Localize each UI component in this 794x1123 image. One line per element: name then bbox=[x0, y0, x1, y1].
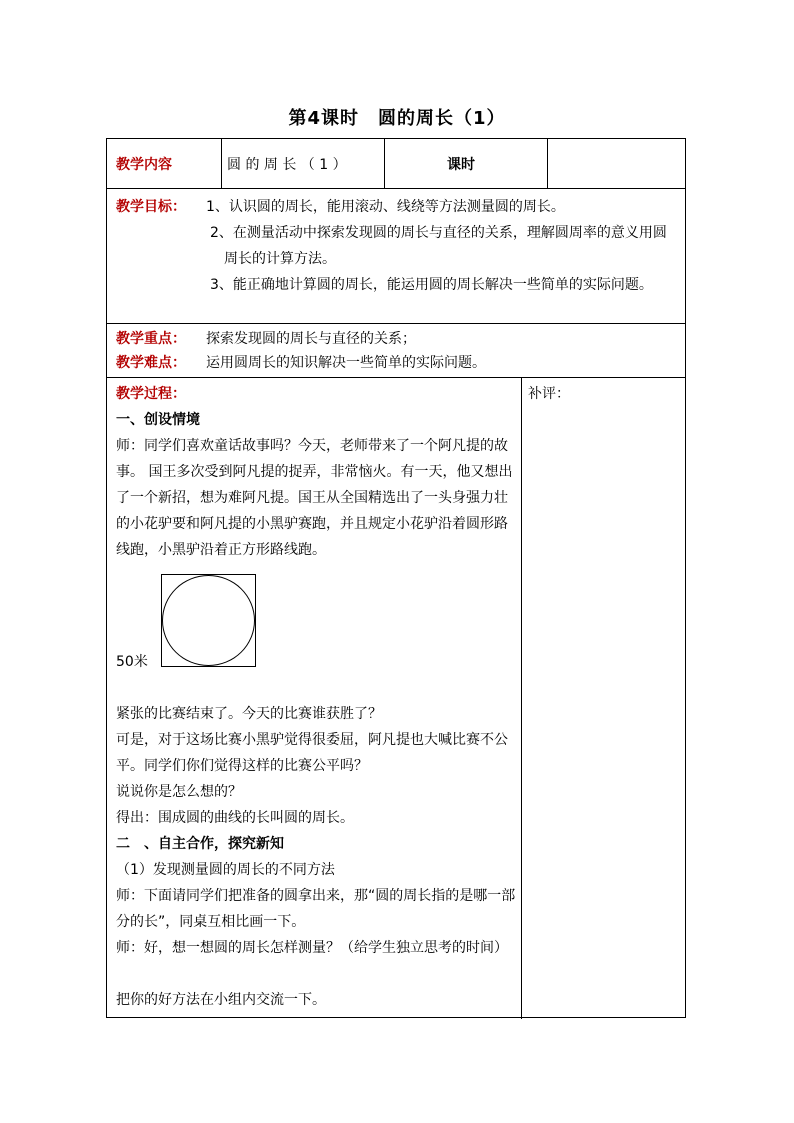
row-divider-header bbox=[107, 188, 685, 189]
process-label: 教学过程： bbox=[116, 386, 186, 402]
circle-track-figure bbox=[162, 575, 255, 666]
sub-section-1: （1）发现测量圆的周长的不同方法 bbox=[116, 862, 335, 878]
key-point-text: 探索发现圆的周长与直径的关系； bbox=[206, 331, 416, 347]
figure-label: 50米 bbox=[116, 654, 148, 670]
objective-item-2-text: 2、在测量活动中探索发现圆的周长与直径的关系，理解圆周率的意义用圆周长的计算方法。 bbox=[210, 225, 667, 267]
objective-item-3-text: 3、能正确地计算圆的周长，能运用圆的周长解决一些简单的实际问题。 bbox=[210, 277, 653, 293]
story-paragraph: 师：同学们喜欢童话故事吗？今天，老师带来了一个阿凡提的故事。 国王多次受到阿凡提的捉弄，非常恼火。有一天，他又想出了一个新招，想为难阿凡提。国王从全国精选出了一头身强力壮的小花驴要和阿凡提的小黑驴赛跑，并且规定小花驴沿着圆形路线跑，小黑驴沿着正方形路线跑。 bbox=[116, 438, 513, 558]
key-point-label: 教学重点： bbox=[116, 331, 186, 347]
process-line-5: 师：下面请同学们把准备的圆拿出来，那“圆的周长指的是哪一部分的长”，同桌互相比画一下。 bbox=[116, 888, 516, 930]
col-divider-2 bbox=[384, 139, 385, 188]
process-line-2: 可是，对于这场比赛小黑驴觉得很委屈，阿凡提也大喊比赛不公平。同学们你们觉得这样的比赛公平吗？ bbox=[116, 732, 508, 774]
square-track-figure bbox=[161, 574, 256, 667]
row-divider-objectives bbox=[107, 323, 685, 324]
objectives-label: 教学目标： bbox=[116, 199, 186, 215]
objective-item-2 bbox=[210, 220, 680, 272]
section1-title: 一、创设情境 bbox=[116, 412, 200, 428]
col-divider-process bbox=[521, 377, 522, 1019]
comment-label: 补评： bbox=[528, 386, 570, 402]
content-label: 教学内容 bbox=[116, 157, 172, 173]
difficulty-label: 教学难点： bbox=[116, 355, 186, 371]
page-title: 第4课时 圆的周长（1） bbox=[288, 108, 506, 129]
process-line-1: 紧张的比赛结束了。今天的比赛谁获胜了？ bbox=[116, 706, 382, 722]
process-line-7: 把你的好方法在小组内交流一下。 bbox=[116, 992, 326, 1008]
col-divider-1 bbox=[221, 139, 222, 188]
content-value: 圆 的 周 长 （ 1 ） bbox=[227, 157, 347, 173]
process-line-6: 师：好，想一想圆的周长怎样测量？（给学生独立思考的时间） bbox=[116, 940, 508, 956]
difficulty-text: 运用圆周长的知识解决一些简单的实际问题。 bbox=[206, 355, 486, 371]
period-label: 课时 bbox=[447, 157, 475, 173]
section2-title: 二 、自主合作，探究新知 bbox=[116, 836, 284, 852]
lesson-table bbox=[106, 138, 686, 1018]
row-divider-keypoints bbox=[107, 377, 685, 378]
process-line-3: 说说你是怎么想的？ bbox=[116, 784, 242, 800]
objective-item-1: 1、认识圆的周长，能用滚动、线绕等方法测量圆的周长。 bbox=[206, 199, 565, 215]
objective-item-3 bbox=[210, 272, 680, 298]
col-divider-3 bbox=[547, 139, 548, 188]
process-line-4: 得出：围成圆的曲线的长叫圆的周长。 bbox=[116, 810, 354, 826]
